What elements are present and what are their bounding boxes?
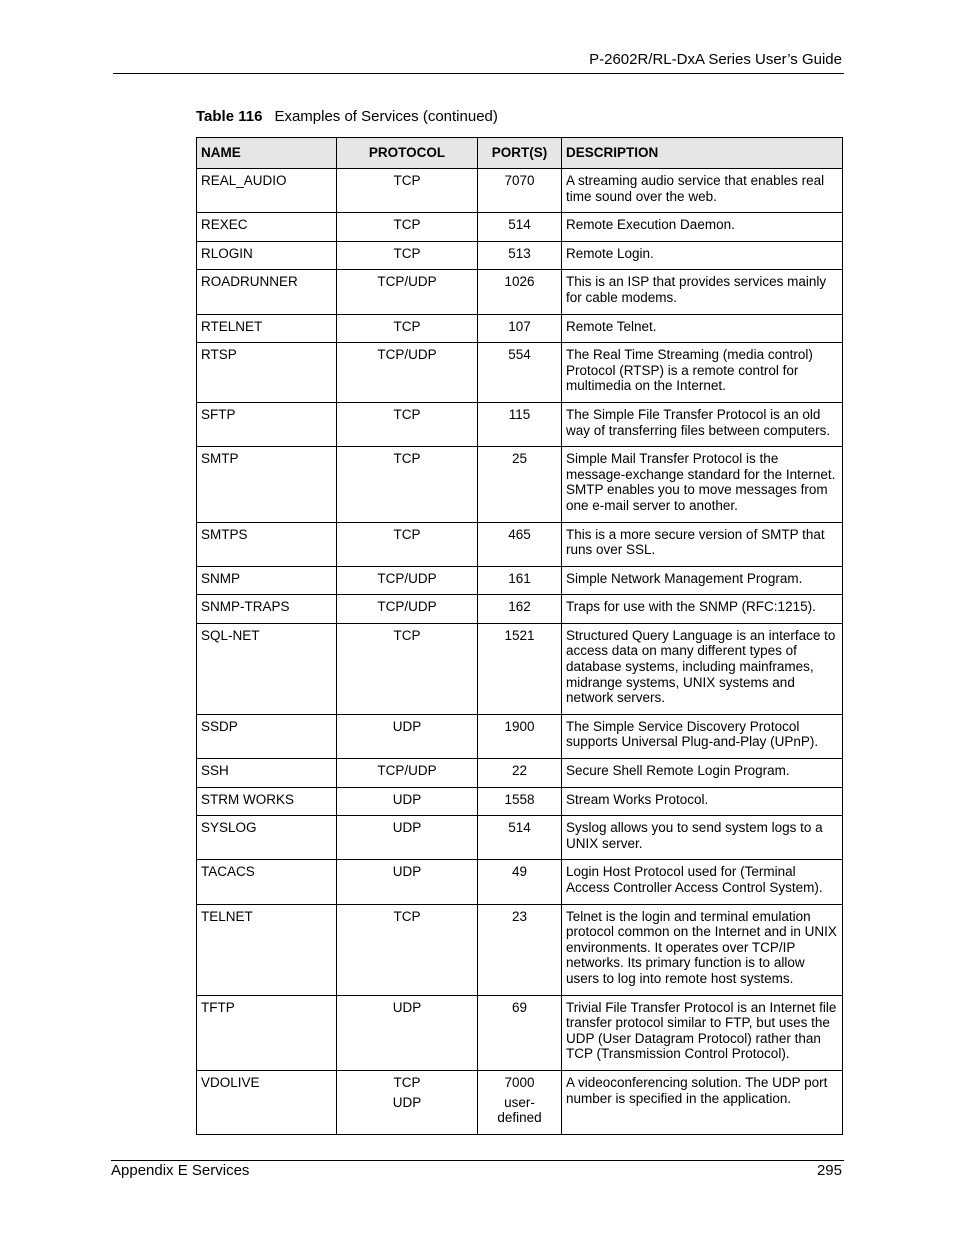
description-cell: A videoconferencing solution. The UDP port number is specified in the application.	[562, 1070, 843, 1134]
table-header-row	[197, 138, 843, 169]
description-cell: Remote Execution Daemon.	[562, 213, 843, 242]
description-cell: The Real Time Streaming (media control) Protocol (RTSP) is a remote control for multimedia on the Internet.	[562, 343, 843, 403]
port-value: 514	[508, 217, 531, 233]
description-cell: This is a more secure version of SMTP that runs over SSL.	[562, 522, 843, 566]
protocol-cell	[337, 402, 478, 446]
protocol-value: TCP/UDP	[377, 570, 437, 586]
description-cell: Secure Shell Remote Login Program.	[562, 759, 843, 788]
port-value: user-defined	[497, 1094, 542, 1126]
footer-divider	[111, 1160, 844, 1161]
ports-cell	[478, 995, 562, 1070]
description-cell: A streaming audio service that enables real time sound over the web.	[562, 169, 843, 213]
description-cell: Login Host Protocol used for (Terminal Access Controller Access Control System).	[562, 860, 843, 904]
port-value: 554	[508, 347, 531, 363]
ports-cell	[478, 904, 562, 995]
ports-cell	[478, 566, 562, 595]
protocol-value: TCP/UDP	[377, 274, 437, 290]
description-cell: The Simple File Transfer Protocol is an old way of transferring files between computers.	[562, 402, 843, 446]
port-value: 115	[508, 406, 531, 422]
table-row	[197, 270, 843, 314]
service-name-cell: SSH	[197, 759, 337, 788]
table-row	[197, 860, 843, 904]
ports-cell	[478, 816, 562, 860]
protocol-cell	[337, 241, 478, 270]
service-name-cell: SMTP	[197, 447, 337, 522]
port-value: 22	[511, 763, 528, 779]
description-cell: This is an ISP that provides services mainly for cable modems.	[562, 270, 843, 314]
protocol-cell	[337, 522, 478, 566]
footer-section-title: Appendix E Services	[111, 1162, 250, 1179]
table-row	[197, 213, 843, 242]
ports-cell	[478, 314, 562, 343]
protocol-value: TCP/UDP	[377, 347, 437, 363]
service-name-cell: SMTPS	[197, 522, 337, 566]
protocol-cell	[337, 623, 478, 714]
protocol-cell	[337, 714, 478, 758]
ports-cell	[478, 522, 562, 566]
service-name-cell: SNMP-TRAPS	[197, 595, 337, 624]
description-cell: Telnet is the login and terminal emulation protocol common on the Internet and in UNIX environments. It operates over TCP/IP networks. Its primary function is to allow users to log into remote host systems.	[562, 904, 843, 995]
description-cell: Simple Network Management Program.	[562, 566, 843, 595]
protocol-cell	[337, 595, 478, 624]
protocol-cell	[337, 816, 478, 860]
protocol-value: UDP	[392, 718, 422, 734]
protocol-value: UDP	[392, 791, 422, 807]
port-value: 161	[508, 570, 531, 586]
ports-cell	[478, 447, 562, 522]
service-name-cell: ROADRUNNER	[197, 270, 337, 314]
ports-cell	[478, 1070, 562, 1134]
protocol-cell	[337, 759, 478, 788]
protocol-cell	[337, 860, 478, 904]
table-row	[197, 241, 843, 270]
description-cell: Remote Login.	[562, 241, 843, 270]
port-value: 69	[511, 999, 528, 1015]
port-value: 7070	[504, 173, 535, 188]
protocol-value: TCP	[393, 627, 421, 643]
protocol-value: TCP	[393, 1074, 421, 1090]
port-value: 23	[511, 908, 528, 924]
document-title: P-2602R/RL-DxA Series User’s Guide	[589, 51, 842, 68]
protocol-value: TCP	[393, 451, 421, 467]
table-row	[197, 623, 843, 714]
port-value: 107	[508, 318, 531, 334]
port-value: 1521	[504, 627, 535, 643]
page-number: 295	[816, 1162, 842, 1179]
protocol-cell	[337, 213, 478, 242]
port-value: 465	[508, 526, 531, 542]
service-name-cell: RLOGIN	[197, 241, 337, 270]
ports-cell	[478, 343, 562, 403]
protocol-cell	[337, 270, 478, 314]
table-row	[197, 714, 843, 758]
protocol-value: UDP	[392, 864, 422, 880]
protocol-value: TCP	[393, 908, 421, 924]
ports-cell	[478, 860, 562, 904]
protocol-value: TCP	[393, 318, 421, 334]
port-value: 1558	[504, 791, 535, 807]
protocol-cell	[337, 1070, 478, 1134]
protocol-cell	[337, 314, 478, 343]
table-row	[197, 343, 843, 403]
header-divider	[113, 73, 844, 74]
table-row	[197, 447, 843, 522]
table-body	[197, 169, 843, 1135]
service-name-cell: STRM WORKS	[197, 787, 337, 816]
service-name-cell: RTELNET	[197, 314, 337, 343]
protocol-value: UDP	[392, 999, 422, 1015]
protocol-value: UDP	[392, 1094, 422, 1110]
protocol-value: TCP	[393, 526, 421, 542]
description-cell: Structured Query Language is an interface to access data on many different types of database systems, including mainframes, midrange systems, UNIX systems and network servers.	[562, 623, 843, 714]
ports-cell	[478, 759, 562, 788]
table-row	[197, 314, 843, 343]
service-name-cell: VDOLIVE	[197, 1070, 337, 1134]
service-name-cell: TACACS	[197, 860, 337, 904]
service-name-cell: SNMP	[197, 566, 337, 595]
ports-cell	[478, 402, 562, 446]
port-value: 1900	[504, 718, 535, 734]
table-row	[197, 904, 843, 995]
service-name-cell: RTSP	[197, 343, 337, 403]
protocol-value: TCP	[393, 245, 421, 261]
ports-cell	[478, 213, 562, 242]
description-cell: The Simple Service Discovery Protocol supports Universal Plug-and-Play (UPnP).	[562, 714, 843, 758]
service-name-cell: SSDP	[197, 714, 337, 758]
table-caption-label: Table 116	[196, 108, 263, 125]
table-caption-text: Examples of Services (continued)	[274, 108, 498, 125]
ports-cell	[478, 714, 562, 758]
protocol-value: TCP	[393, 217, 421, 233]
port-value: 514	[508, 820, 531, 836]
protocol-value: UDP	[392, 820, 422, 836]
ports-cell	[478, 623, 562, 714]
table-row	[197, 787, 843, 816]
column-header-ports: PORT(S)	[478, 138, 562, 169]
port-value: 25	[511, 451, 528, 467]
ports-cell	[478, 787, 562, 816]
service-name-cell: TFTP	[197, 995, 337, 1070]
column-header-description: DESCRIPTION	[562, 138, 843, 169]
table-row	[197, 169, 843, 213]
table-row	[197, 402, 843, 446]
table-row	[197, 522, 843, 566]
protocol-cell	[337, 995, 478, 1070]
table-row	[197, 816, 843, 860]
service-name-cell: REAL_AUDIO	[197, 169, 337, 213]
column-header-protocol: PROTOCOL	[337, 138, 478, 169]
description-cell: Trivial File Transfer Protocol is an Internet file transfer protocol similar to FTP, but uses the UDP (User Datagram Protocol) rather than TCP (Transmission Control Protocol).	[562, 995, 843, 1070]
table-caption	[196, 108, 498, 126]
protocol-value: TCP	[393, 173, 421, 188]
table-row	[197, 566, 843, 595]
protocol-cell	[337, 343, 478, 403]
description-cell: Simple Mail Transfer Protocol is the message-exchange standard for the Internet. SMTP enables you to move messages from one e-mail server to another.	[562, 447, 843, 522]
port-value: 162	[508, 599, 531, 615]
ports-cell	[478, 270, 562, 314]
service-name-cell: TELNET	[197, 904, 337, 995]
ports-cell	[478, 169, 562, 213]
description-cell: Stream Works Protocol.	[562, 787, 843, 816]
protocol-cell	[337, 447, 478, 522]
service-name-cell: SQL-NET	[197, 623, 337, 714]
table-row	[197, 595, 843, 624]
description-cell: Syslog allows you to send system logs to a UNIX server.	[562, 816, 843, 860]
protocol-value: TCP/UDP	[377, 763, 437, 779]
port-value: 49	[511, 864, 528, 880]
table-row	[197, 759, 843, 788]
protocol-value: TCP	[393, 406, 421, 422]
description-cell: Remote Telnet.	[562, 314, 843, 343]
ports-cell	[478, 595, 562, 624]
protocol-cell	[337, 787, 478, 816]
services-table	[196, 137, 843, 1135]
service-name-cell: SYSLOG	[197, 816, 337, 860]
protocol-cell	[337, 169, 478, 213]
table-row	[197, 995, 843, 1070]
service-name-cell: SFTP	[197, 402, 337, 446]
protocol-value: TCP/UDP	[377, 599, 437, 615]
ports-cell	[478, 241, 562, 270]
port-value: 1026	[504, 274, 535, 290]
description-cell: Traps for use with the SNMP (RFC:1215).	[562, 595, 843, 624]
port-value: 7000	[504, 1074, 535, 1090]
column-header-name: NAME	[197, 138, 337, 169]
protocol-cell	[337, 904, 478, 995]
port-value: 513	[508, 245, 531, 261]
table-row	[197, 1070, 843, 1134]
service-name-cell: REXEC	[197, 213, 337, 242]
protocol-cell	[337, 566, 478, 595]
